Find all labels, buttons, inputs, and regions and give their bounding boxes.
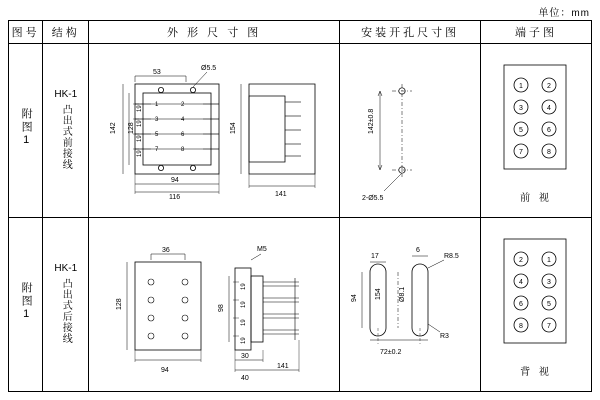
terminal-3: 3: [547, 279, 551, 286]
terminal-2: 2: [547, 83, 551, 90]
dim-r3: R3: [440, 332, 450, 340]
dim-36: 36: [162, 246, 170, 254]
outline-drawing-cell-1: [89, 44, 340, 218]
mounting-drawing-1: [340, 46, 478, 216]
dim-116: 116: [169, 193, 181, 201]
pin-1: 1: [155, 101, 159, 108]
dim-19-e: 19: [241, 282, 248, 290]
terminal-2: 2: [519, 257, 523, 264]
terminal-diagram-cell-1: [481, 44, 592, 218]
dim-19-f: 19: [241, 300, 248, 308]
terminal-caption-1: 前 视: [520, 193, 552, 204]
outline-drawing-2: [89, 220, 337, 390]
pin-5: 5: [155, 131, 159, 138]
outline-drawing-cell-2: [89, 218, 340, 392]
dim-94-c: 94: [351, 293, 359, 302]
dim-94-b: 94: [161, 366, 169, 374]
terminal-4: 4: [519, 279, 523, 286]
pin-2: 2: [181, 101, 185, 108]
table-row: [9, 218, 592, 392]
terminal-7: 7: [547, 323, 551, 330]
terminal-diagram-1: [481, 57, 589, 185]
terminal-6: 6: [547, 127, 551, 134]
terminal-5: 5: [547, 301, 551, 308]
dimension-table: [8, 20, 592, 392]
dim-30: 30: [241, 352, 249, 360]
structure-cell-1: [43, 44, 89, 218]
outline-drawing-1: [89, 46, 337, 216]
header-outline: 外 形 尺 寸 图: [89, 21, 340, 44]
pin-4: 4: [181, 116, 185, 123]
dim-19-g: 19: [241, 318, 248, 326]
figure-no-label-2: 附图1: [20, 282, 33, 322]
figure-no-cell-1: [9, 44, 43, 218]
dim-19-h: 19: [241, 336, 248, 344]
model-label-2: HK-1: [54, 262, 78, 274]
dim-dia55: Ø5.5: [201, 64, 217, 72]
dim-6: 6: [416, 246, 421, 254]
structure-cell-2: [43, 218, 89, 392]
dim-141-b: 141: [277, 362, 289, 370]
unit-note: 单位：mm: [538, 8, 590, 19]
model-label-1: HK-1: [54, 88, 78, 100]
dim-40: 40: [241, 374, 249, 382]
dim-dia81: Ø8.1: [399, 286, 407, 302]
terminal-8: 8: [519, 323, 523, 330]
dim-94: 94: [171, 176, 179, 184]
dim-17: 17: [371, 252, 379, 260]
dim-19-c: 19: [137, 134, 144, 142]
terminal-1: 1: [547, 257, 551, 264]
pin-8: 8: [181, 146, 185, 153]
terminal-8: 8: [547, 149, 551, 156]
terminal-5: 5: [519, 127, 523, 134]
header-figure-no: 图号: [9, 21, 43, 44]
terminal-1: 1: [519, 83, 523, 90]
dim-2-dia55: 2-Ø5.5: [362, 194, 384, 202]
figure-no-cell-2: [9, 218, 43, 392]
dim-142-tol: 142±0.8: [368, 108, 376, 134]
mounting-drawing-2: [340, 220, 478, 390]
terminal-4: 4: [547, 105, 551, 112]
dim-19-b: 19: [137, 119, 144, 127]
terminal-6: 6: [519, 301, 523, 308]
dim-142: 142: [110, 121, 118, 134]
table-row: [9, 44, 592, 218]
header-mounting: 安装开孔尺寸图: [340, 21, 481, 44]
dim-128-b: 128: [116, 297, 124, 310]
table-header-row: [9, 21, 592, 44]
dim-19-d: 19: [137, 149, 144, 157]
mounting-drawing-cell-2: [340, 218, 481, 392]
terminal-diagram-cell-2: [481, 218, 592, 392]
terminal-caption-2: 背 视: [520, 367, 552, 378]
dim-98: 98: [218, 303, 226, 312]
figure-no-label-1: 附图1: [20, 108, 33, 148]
dim-72-tol: 72±0.2: [380, 348, 402, 356]
terminal-3: 3: [519, 105, 523, 112]
dim-m5: M5: [257, 245, 267, 253]
dim-r85: R8.5: [444, 252, 459, 260]
pin-7: 7: [155, 146, 159, 153]
header-structure: 结构: [43, 21, 89, 44]
dim-141: 141: [275, 190, 287, 198]
structure-label-1: 凸出式前接线: [60, 103, 72, 170]
terminal-diagram-2: [481, 231, 589, 359]
pin-6: 6: [181, 131, 185, 138]
header-terminal: 端子图: [481, 21, 592, 44]
mounting-drawing-cell-1: [340, 44, 481, 218]
dim-128: 128: [128, 121, 136, 134]
dim-19-a: 19: [137, 104, 144, 112]
terminal-7: 7: [519, 149, 523, 156]
dim-53: 53: [153, 68, 161, 76]
dim-154-b: 154: [375, 287, 383, 300]
dim-154: 154: [230, 121, 238, 134]
structure-label-2: 凸出式后接线: [60, 277, 72, 344]
pin-3: 3: [155, 116, 159, 123]
